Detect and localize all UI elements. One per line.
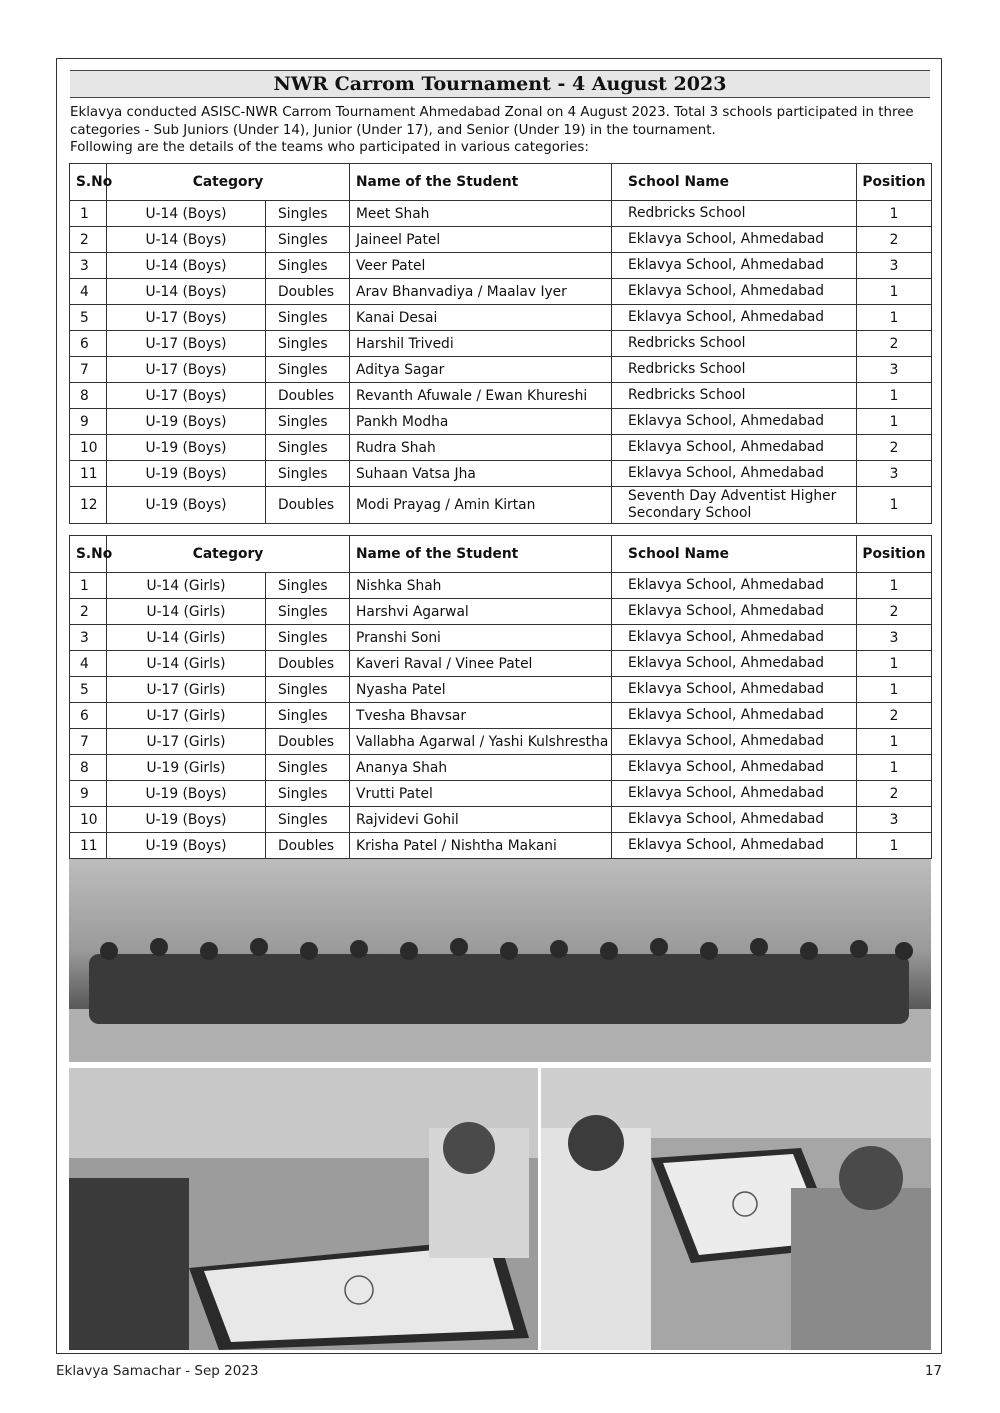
type-cell: Doubles	[266, 279, 350, 305]
type-cell: Singles	[266, 625, 350, 651]
sno-cell: 8	[70, 755, 107, 781]
student-cell: Harshvi Agarwal	[350, 599, 612, 625]
table-row	[70, 435, 932, 461]
table-row	[70, 755, 932, 781]
student-cell: Revanth Afuwale / Ewan Khureshi	[350, 383, 612, 409]
category-cell: U-14 (Boys)	[107, 227, 266, 253]
type-cell: Singles	[266, 781, 350, 807]
school-cell: Eklavya School, Ahmedabad	[612, 227, 857, 253]
intro-paragraph: Following are the details of the teams who participated in various categories:	[70, 140, 589, 155]
position-cell: 1	[857, 729, 932, 755]
school-cell: Eklavya School, Ahmedabad	[612, 677, 857, 703]
table-row	[70, 201, 932, 227]
type-cell: Doubles	[266, 383, 350, 409]
type-cell: Singles	[266, 599, 350, 625]
girls-table-body	[70, 573, 932, 859]
student-header: Name of the Student	[350, 164, 612, 201]
sno-cell: 3	[70, 625, 107, 651]
footer-publication: Eklavya Samachar - Sep 2023	[56, 1363, 259, 1379]
sno-cell: 9	[70, 781, 107, 807]
student-cell: Nyasha Patel	[350, 677, 612, 703]
sno-cell: 7	[70, 729, 107, 755]
student-cell: Vallabha Agarwal / Yashi Kulshrestha	[350, 729, 612, 755]
type-cell: Singles	[266, 227, 350, 253]
table-row	[70, 279, 932, 305]
table-row	[70, 625, 932, 651]
student-cell: Vrutti Patel	[350, 781, 612, 807]
sno-cell: 10	[70, 807, 107, 833]
table-row	[70, 305, 932, 331]
category-cell: U-14 (Boys)	[107, 201, 266, 227]
position-cell: 1	[857, 279, 932, 305]
article-title: NWR Carrom Tournament - 4 August 2023	[273, 73, 727, 95]
category-header: Category	[107, 536, 350, 573]
intro-paragraph: Eklavya conducted ASISC-NWR Carrom Tournament Ahmedabad Zonal on 4 August 2023. Total 3 schools participated in three categories - Sub Juniors (Under 14), Junior (Under 17), and Senior (Under 19) in the tournament.	[70, 105, 914, 138]
position-cell: 3	[857, 625, 932, 651]
school-cell: Redbricks School	[612, 357, 857, 383]
student-cell: Kanai Desai	[350, 305, 612, 331]
student-cell: Veer Patel	[350, 253, 612, 279]
student-cell: Aditya Sagar	[350, 357, 612, 383]
table-row	[70, 253, 932, 279]
position-header: Position	[857, 164, 932, 201]
sno-cell: 8	[70, 383, 107, 409]
position-cell: 1	[857, 833, 932, 859]
sno-cell: 9	[70, 409, 107, 435]
category-cell: U-17 (Boys)	[107, 383, 266, 409]
school-cell: Eklavya School, Ahmedabad	[612, 703, 857, 729]
sno-cell: 11	[70, 833, 107, 859]
table-row	[70, 833, 932, 859]
category-cell: U-17 (Girls)	[107, 703, 266, 729]
category-cell: U-17 (Boys)	[107, 305, 266, 331]
school-cell: Eklavya School, Ahmedabad	[612, 729, 857, 755]
footer-page-number: 17	[924, 1363, 942, 1379]
type-cell: Doubles	[266, 833, 350, 859]
sno-cell: 1	[70, 573, 107, 599]
sno-header: S.No	[70, 164, 107, 201]
student-cell: Kaveri Raval / Vinee Patel	[350, 651, 612, 677]
type-cell: Singles	[266, 703, 350, 729]
sno-cell: 6	[70, 703, 107, 729]
student-cell: Rudra Shah	[350, 435, 612, 461]
position-cell: 2	[857, 435, 932, 461]
school-cell: Eklavya School, Ahmedabad	[612, 833, 857, 859]
sno-cell: 4	[70, 651, 107, 677]
type-cell: Singles	[266, 435, 350, 461]
category-cell: U-19 (Boys)	[107, 487, 266, 524]
type-cell: Doubles	[266, 651, 350, 677]
school-cell: Eklavya School, Ahmedabad	[612, 461, 857, 487]
sno-cell: 11	[70, 461, 107, 487]
table-row	[70, 781, 932, 807]
category-cell: U-17 (Girls)	[107, 729, 266, 755]
position-cell: 2	[857, 227, 932, 253]
school-cell: Seventh Day Adventist Higher Secondary School	[612, 487, 857, 524]
school-header: School Name	[612, 164, 857, 201]
type-cell: Singles	[266, 807, 350, 833]
sno-cell: 3	[70, 253, 107, 279]
type-cell: Singles	[266, 755, 350, 781]
student-cell: Modi Prayag / Amin Kirtan	[350, 487, 612, 524]
position-cell: 3	[857, 461, 932, 487]
position-cell: 2	[857, 331, 932, 357]
type-cell: Singles	[266, 201, 350, 227]
boys-table-body	[70, 201, 932, 524]
category-cell: U-19 (Boys)	[107, 807, 266, 833]
table-row	[70, 807, 932, 833]
position-cell: 2	[857, 703, 932, 729]
position-cell: 1	[857, 305, 932, 331]
school-cell: Eklavya School, Ahmedabad	[612, 781, 857, 807]
table-row	[70, 383, 932, 409]
position-cell: 1	[857, 573, 932, 599]
sno-cell: 4	[70, 279, 107, 305]
position-cell: 1	[857, 677, 932, 703]
school-header: School Name	[612, 536, 857, 573]
position-cell: 3	[857, 807, 932, 833]
table-row	[70, 409, 932, 435]
sno-cell: 10	[70, 435, 107, 461]
school-cell: Eklavya School, Ahmedabad	[612, 279, 857, 305]
category-cell: U-17 (Girls)	[107, 677, 266, 703]
sno-cell: 5	[70, 305, 107, 331]
type-cell: Singles	[266, 677, 350, 703]
student-cell: Nishka Shah	[350, 573, 612, 599]
school-cell: Redbricks School	[612, 383, 857, 409]
school-cell: Eklavya School, Ahmedabad	[612, 651, 857, 677]
table-row	[70, 487, 932, 524]
category-cell: U-14 (Girls)	[107, 651, 266, 677]
girls-results-table	[69, 535, 932, 859]
sno-cell: 1	[70, 201, 107, 227]
table-row	[70, 651, 932, 677]
boys-results-table	[69, 163, 932, 524]
type-cell: Singles	[266, 253, 350, 279]
student-cell: Harshil Trivedi	[350, 331, 612, 357]
position-cell: 3	[857, 357, 932, 383]
sno-cell: 2	[70, 227, 107, 253]
carrom-game-photo-right	[541, 1068, 931, 1350]
position-cell: 1	[857, 201, 932, 227]
position-cell: 2	[857, 781, 932, 807]
student-cell: Jaineel Patel	[350, 227, 612, 253]
school-cell: Redbricks School	[612, 331, 857, 357]
sno-header: S.No	[70, 536, 107, 573]
category-cell: U-14 (Boys)	[107, 253, 266, 279]
school-cell: Redbricks School	[612, 201, 857, 227]
article-title-bar	[70, 70, 930, 98]
carrom-game-photo-left	[69, 1068, 538, 1350]
category-cell: U-14 (Girls)	[107, 573, 266, 599]
type-cell: Singles	[266, 573, 350, 599]
student-cell: Krisha Patel / Nishtha Makani	[350, 833, 612, 859]
category-cell: U-19 (Boys)	[107, 461, 266, 487]
student-cell: Tvesha Bhavsar	[350, 703, 612, 729]
type-cell: Singles	[266, 357, 350, 383]
school-cell: Eklavya School, Ahmedabad	[612, 807, 857, 833]
category-cell: U-19 (Girls)	[107, 755, 266, 781]
position-cell: 1	[857, 651, 932, 677]
sno-cell: 6	[70, 331, 107, 357]
position-header: Position	[857, 536, 932, 573]
student-cell: Ananya Shah	[350, 755, 612, 781]
type-cell: Singles	[266, 409, 350, 435]
category-header: Category	[107, 164, 350, 201]
table-header-row	[70, 536, 932, 573]
position-cell: 1	[857, 409, 932, 435]
school-cell: Eklavya School, Ahmedabad	[612, 625, 857, 651]
category-cell: U-14 (Girls)	[107, 625, 266, 651]
table-row	[70, 357, 932, 383]
table-row	[70, 729, 932, 755]
table-header-row	[70, 164, 932, 201]
category-cell: U-19 (Boys)	[107, 409, 266, 435]
school-cell: Eklavya School, Ahmedabad	[612, 253, 857, 279]
type-cell: Doubles	[266, 729, 350, 755]
position-cell: 1	[857, 755, 932, 781]
type-cell: Doubles	[266, 487, 350, 524]
category-cell: U-19 (Boys)	[107, 435, 266, 461]
category-cell: U-14 (Girls)	[107, 599, 266, 625]
type-cell: Singles	[266, 305, 350, 331]
student-cell: Pranshi Soni	[350, 625, 612, 651]
school-cell: Eklavya School, Ahmedabad	[612, 409, 857, 435]
student-cell: Arav Bhanvadiya / Maalav Iyer	[350, 279, 612, 305]
group-photo	[69, 859, 931, 1062]
position-cell: 1	[857, 487, 932, 524]
table-row	[70, 703, 932, 729]
position-cell: 2	[857, 599, 932, 625]
student-cell: Meet Shah	[350, 201, 612, 227]
student-cell: Suhaan Vatsa Jha	[350, 461, 612, 487]
school-cell: Eklavya School, Ahmedabad	[612, 305, 857, 331]
category-cell: U-19 (Boys)	[107, 833, 266, 859]
position-cell: 3	[857, 253, 932, 279]
category-cell: U-14 (Boys)	[107, 279, 266, 305]
student-cell: Pankh Modha	[350, 409, 612, 435]
intro-text	[70, 104, 932, 157]
school-cell: Eklavya School, Ahmedabad	[612, 755, 857, 781]
category-cell: U-17 (Boys)	[107, 357, 266, 383]
sno-cell: 2	[70, 599, 107, 625]
category-cell: U-17 (Boys)	[107, 331, 266, 357]
table-row	[70, 677, 932, 703]
school-cell: Eklavya School, Ahmedabad	[612, 435, 857, 461]
sno-cell: 7	[70, 357, 107, 383]
sno-cell: 5	[70, 677, 107, 703]
sno-cell: 12	[70, 487, 107, 524]
student-header: Name of the Student	[350, 536, 612, 573]
table-row	[70, 573, 932, 599]
table-row	[70, 227, 932, 253]
table-row	[70, 461, 932, 487]
category-cell: U-19 (Boys)	[107, 781, 266, 807]
position-cell: 1	[857, 383, 932, 409]
type-cell: Singles	[266, 461, 350, 487]
table-row	[70, 331, 932, 357]
table-row	[70, 599, 932, 625]
school-cell: Eklavya School, Ahmedabad	[612, 573, 857, 599]
type-cell: Singles	[266, 331, 350, 357]
school-cell: Eklavya School, Ahmedabad	[612, 599, 857, 625]
student-cell: Rajvidevi Gohil	[350, 807, 612, 833]
